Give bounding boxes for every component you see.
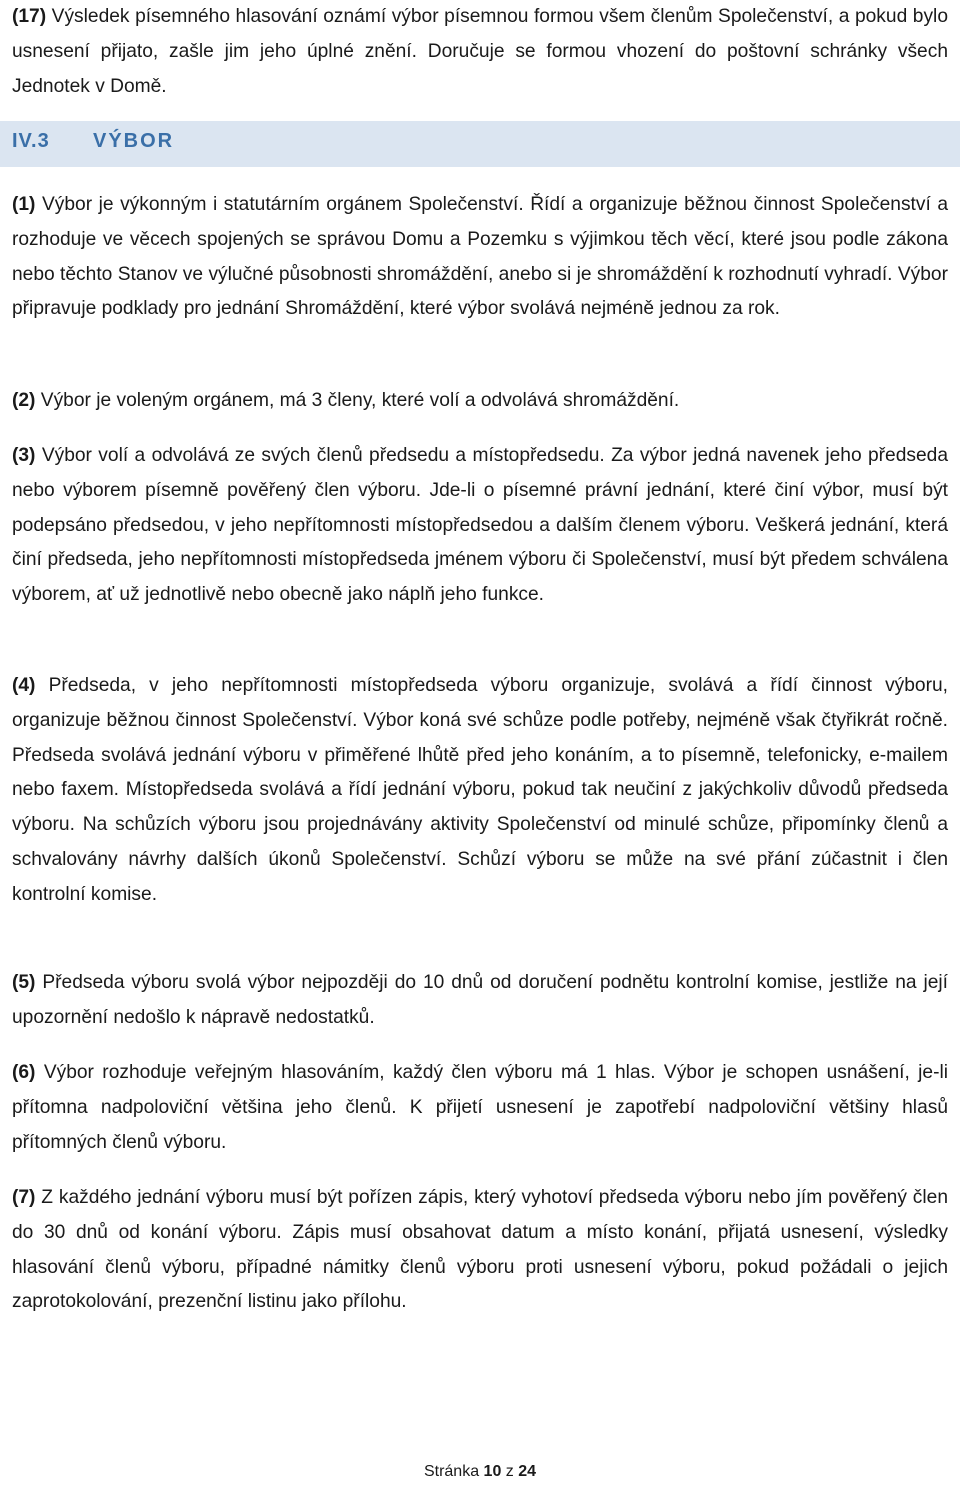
paragraph-5 <box>12 966 948 1036</box>
paragraph-text: Výbor je výkonným i statutárním orgánem Společenství. Řídí a organizuje běžnou činnost Společenství a rozhoduje ve věcech spojených se správou Domu a Pozemku s výjimkou těch věcí, které jsou podle zákona nebo těchto Stanov ve výlučné působnosti shromáždění, anebo si je shromáždění k rozhodnutí vyhradí. Výbor připravuje podklady pro jednání Shromáždění, které výbor svolává nejméně jednou za rok. <box>12 194 948 320</box>
paragraph-number: (3) <box>12 445 36 466</box>
footer-total-pages: 24 <box>518 1463 537 1480</box>
footer-prefix: Stránka <box>423 1463 484 1480</box>
paragraph-text: Výbor volí a odvolává ze svých členů předsedu a místopředsedu. Za výbor jedná navenek jeho předseda nebo výborem písemně pověřený člen výboru. Jde-li o písemné právní jednání, které činí výbor, musí být podepsáno předsedou, v jeho nepřítomnosti místopředsedou a dalším členem výboru. Veškerá jednání, která činí předseda, jeho nepřítomnosti místopředseda jménem výboru či Společenství, musí být předem schválena výborem, ať už jednotlivě nebo obecně jako náplň jeho funkce. <box>12 445 948 606</box>
paragraph-number: (4) <box>12 675 36 696</box>
paragraph-number: (6) <box>12 1062 36 1083</box>
paragraph-text: Výbor je voleným orgánem, má 3 členy, které volí a odvolává shromáždění. <box>35 390 680 411</box>
paragraph-7 <box>12 1181 948 1320</box>
paragraph-text: Z každého jednání výboru musí být pořízen zápis, který vyhotoví předseda výboru nebo jím pověřený člen do 30 dnů od konání výboru. Zápis musí obsahovat datum a místo konání, přijatá usnesení, výsledky hlasování členů výboru, případné námitky členů výboru proti usnesení výboru, pokud požádali o jejich zaprotokolování, prezenční listinu jako přílohu. <box>12 1187 948 1313</box>
section-number: IV.3 <box>12 130 50 152</box>
paragraph-17 <box>12 0 948 104</box>
paragraph-text: Předseda, v jeho nepřítomnosti místopředseda výboru organizuje, svolává a řídí činnost výboru, organizuje běžnou činnost Společenství. Výbor koná své schůze podle potřeby, nejméně však čtyřikrát ročně. Předseda svolává jednání výboru v přiměřené lhůtě před jeho konáním, a to písemně, telefonicky, e-mailem nebo faxem. Místopředseda svolává a řídí jednání výboru, pokud tak neučiní z jakýchkoliv důvodů předseda výboru. Na schůzích výboru jsou projednávány aktivity Společenství od minulé schůze, připomínky členů a schvalovány návrhy dalších úkonů Společenství. Schůzí výboru se může na své přání zúčastnit i člen kontrolní komise. <box>12 675 948 905</box>
paragraph-number: (7) <box>12 1187 36 1208</box>
paragraph-number: (17) <box>12 6 47 27</box>
paragraph-number: (5) <box>12 972 36 993</box>
paragraph-number: (2) <box>12 390 36 411</box>
paragraph-2 <box>12 384 948 419</box>
paragraph-3 <box>12 439 948 613</box>
section-title: VÝBOR <box>93 130 175 152</box>
paragraph-text: Výbor rozhoduje veřejným hlasováním, každý člen výboru má 1 hlas. Výbor je schopen usnášení, je-li přítomna nadpoloviční většina jeho členů. K přijetí usnesení je zapotřebí nadpoloviční většiny hlasů přítomných členů výboru. <box>12 1062 948 1153</box>
paragraph-1 <box>12 188 948 327</box>
footer-middle: z <box>501 1463 519 1480</box>
paragraph-number: (1) <box>12 194 36 215</box>
footer-page-number: 10 <box>483 1463 502 1480</box>
page-footer <box>0 1463 960 1481</box>
paragraph-text: Předseda výboru svolá výbor nejpozději do 10 dnů od doručení podnětu kontrolní komise, jestliže na její upozornění nedošlo k nápravě nedostatků. <box>12 972 948 1028</box>
paragraph-6 <box>12 1056 948 1160</box>
paragraph-text: Výsledek písemného hlasování oznámí výbor písemnou formou všem členům Společenství, a pokud bylo usnesení přijato, zašle jim jeho úplné znění. Doručuje se formou vhození do poštovní schránky všech Jednotek v Domě. <box>12 6 948 97</box>
paragraph-4 <box>12 669 948 913</box>
